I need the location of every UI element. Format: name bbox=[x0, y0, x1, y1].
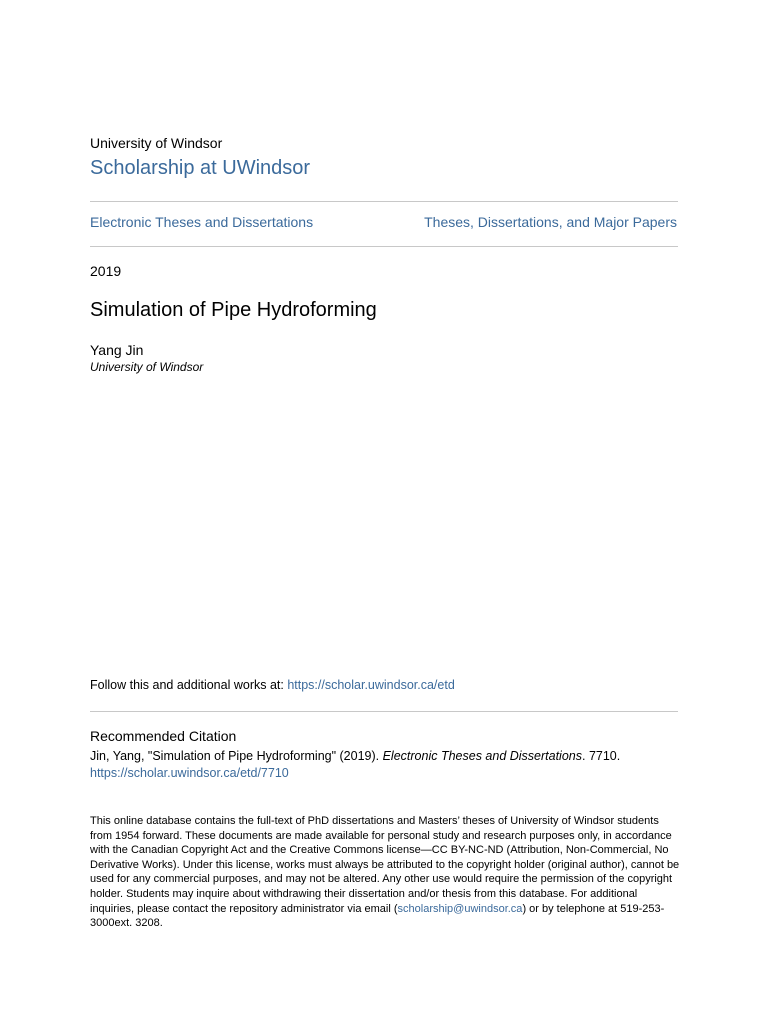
institution-name: University of Windsor bbox=[90, 135, 223, 151]
citation-text bbox=[90, 748, 680, 782]
divider bbox=[90, 246, 678, 247]
citation-heading: Recommended Citation bbox=[90, 728, 237, 744]
citation-url-link[interactable]: https://scholar.uwindsor.ca/etd/7710 bbox=[90, 766, 289, 780]
follow-url-link[interactable]: https://scholar.uwindsor.ca/etd bbox=[287, 678, 455, 692]
collection-link-etd[interactable]: Electronic Theses and Dissertations bbox=[90, 214, 314, 230]
citation-suffix: . 7710. bbox=[582, 749, 621, 763]
collection-link-theses[interactable]: Theses, Dissertations, and Major Papers bbox=[424, 214, 677, 230]
paper-title: Simulation of Pipe Hydroforming bbox=[90, 299, 377, 321]
citation-series: Electronic Theses and Dissertations bbox=[382, 749, 582, 763]
follow-line bbox=[90, 678, 455, 692]
repository-link[interactable]: Scholarship at UWindsor bbox=[90, 157, 311, 179]
author-affiliation: University of Windsor bbox=[90, 360, 204, 374]
divider bbox=[90, 201, 678, 202]
citation-prefix: Jin, Yang, "Simulation of Pipe Hydroforming" (2019). bbox=[90, 749, 383, 763]
follow-text: Follow this and additional works at: bbox=[90, 678, 288, 692]
publication-year: 2019 bbox=[90, 263, 122, 279]
legal-tail: ) or by telephone at 519-253-3000ext. 3208. bbox=[90, 902, 665, 930]
legal-notice bbox=[90, 814, 680, 931]
email-link[interactable]: scholarship@uwindsor.ca bbox=[397, 902, 523, 915]
divider bbox=[90, 711, 678, 712]
legal-text: This online database contains the full-text of PhD dissertations and Masters’ theses of University of Windsor students from 1954 forward. These documents are made available for personal study and research purposes only, in accordance with the Canadian Copyright Act and the Creative Commons license—CC BY-NC-ND (Attribution, Non-Commercial, No Derivative Works). Under this license, works must always be attributed to the copyright holder (original author), cannot be used for any commercial purposes, and may not be altered. Any other use would require the permission of the copyright holder. Students may inquire about withdrawing their dissertation and/or thesis from this database. For additional inquiries, please contact the repository administrator via email ( bbox=[90, 815, 680, 915]
author-name: Yang Jin bbox=[90, 342, 144, 358]
